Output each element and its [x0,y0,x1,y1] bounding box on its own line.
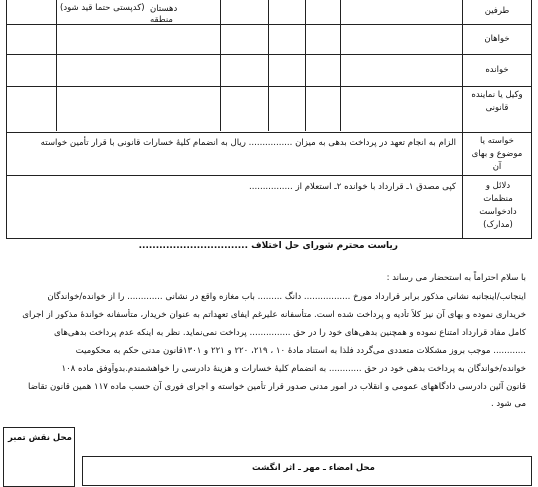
grid-col-5 [340,0,341,131]
row-line-5 [6,175,532,176]
petition-line-4: ............ موجب بروز مشکلات متعددی می‌گردد فلذا به استناد مادهٔ ۱۰ ، ۲۱۹، ۲۲۰ و ۲۲۱ و ۱۳۰۱قانون مدنی حکم به محکومیت [75,346,526,356]
label-parties: طرفین [484,6,510,16]
postal-code-note: (کدپستی حتما قید شود) [60,3,145,13]
petition-line-1: اینجانب/اینجانبه نشانی مذکور برابر قرارداد مورخ ................. دانگ ......... باب مغازه واقع در نشانی ............. را از خوانده/خواندگان [47,292,526,302]
petition-line-6: قانون آئین دادرسی دادگاههای عمومی و انقلاب در امور مدنی صدور قرار تأمین خواسته و اجرای فوری آن حسب ماده ۱۱۷ همین قانون تقاضا [27,382,526,392]
petition-form-table [6,0,532,239]
petition-line-5: خوانده/خواندگان به پرداخت بدهی خود در حق ............ به انضمام کلیهٔ خسارات و هزینهٔ دادرسی را خواهشمندم.بدواًوفق ماده ۱۰۸ [61,364,526,374]
label-plaintiff: خواهان [484,34,510,44]
row-line-3 [6,86,532,87]
row-line-1 [6,24,532,25]
label-evidence: دلائل و منظمات دادخواست (مدارک) [479,181,517,230]
petition-line-7: می شود . [490,399,526,409]
label-attorney: وکیل یا نماینده قانونی [471,90,523,113]
petition-line-3: کامل مفاد قرارداد امتناع نموده و همچنین بدهی‌های خود را در حق ............... پرداخت نمی‌نماید. نظر به اینکه عدم پرداخت بدهی‌های [54,328,526,338]
district-label: دهستان [150,4,178,14]
evidence-text: کپی مصدق ۱ـ قرارداد با خوانده ۲ـ استعلام از ................ [249,182,456,192]
row-line-4 [6,132,532,133]
region-label: منطقه [150,15,173,25]
claim-text: الزام به انجام تعهد در پرداخت بدهی به میزان ................ ریال به انضمام کلیهٔ خسارات قانونی با قرار تأمین خواسته [40,138,456,148]
signature-label: محل امضاء ـ مهر ـ اثر انگشت [252,463,375,473]
petition-line-2: خریداری نموده و بهای آن نیز کلاً تأدیه و پرداخت شده است. متأسفانه علیرغم ایفای تعهداتم به عنوان خریدار، متأسفانه خواندهٔ مذکور از اجرای [22,310,526,320]
petition-heading: ریاست محترم شورای حل اختلاف ................................ [138,241,398,251]
grid-col-4 [305,0,306,131]
grid-col-2 [220,0,221,131]
grid-col-3 [268,0,269,131]
label-claim: خواسته یا موضوع و بهای آن [471,136,523,172]
petition-greeting: با سلام احتراماً به استحضار می رساند : [386,273,526,283]
stamp-label: محل نقش تمبر [8,433,72,443]
grid-col-1 [56,0,57,131]
label-defendant: خوانده [485,65,509,75]
row-line-2 [6,54,532,55]
